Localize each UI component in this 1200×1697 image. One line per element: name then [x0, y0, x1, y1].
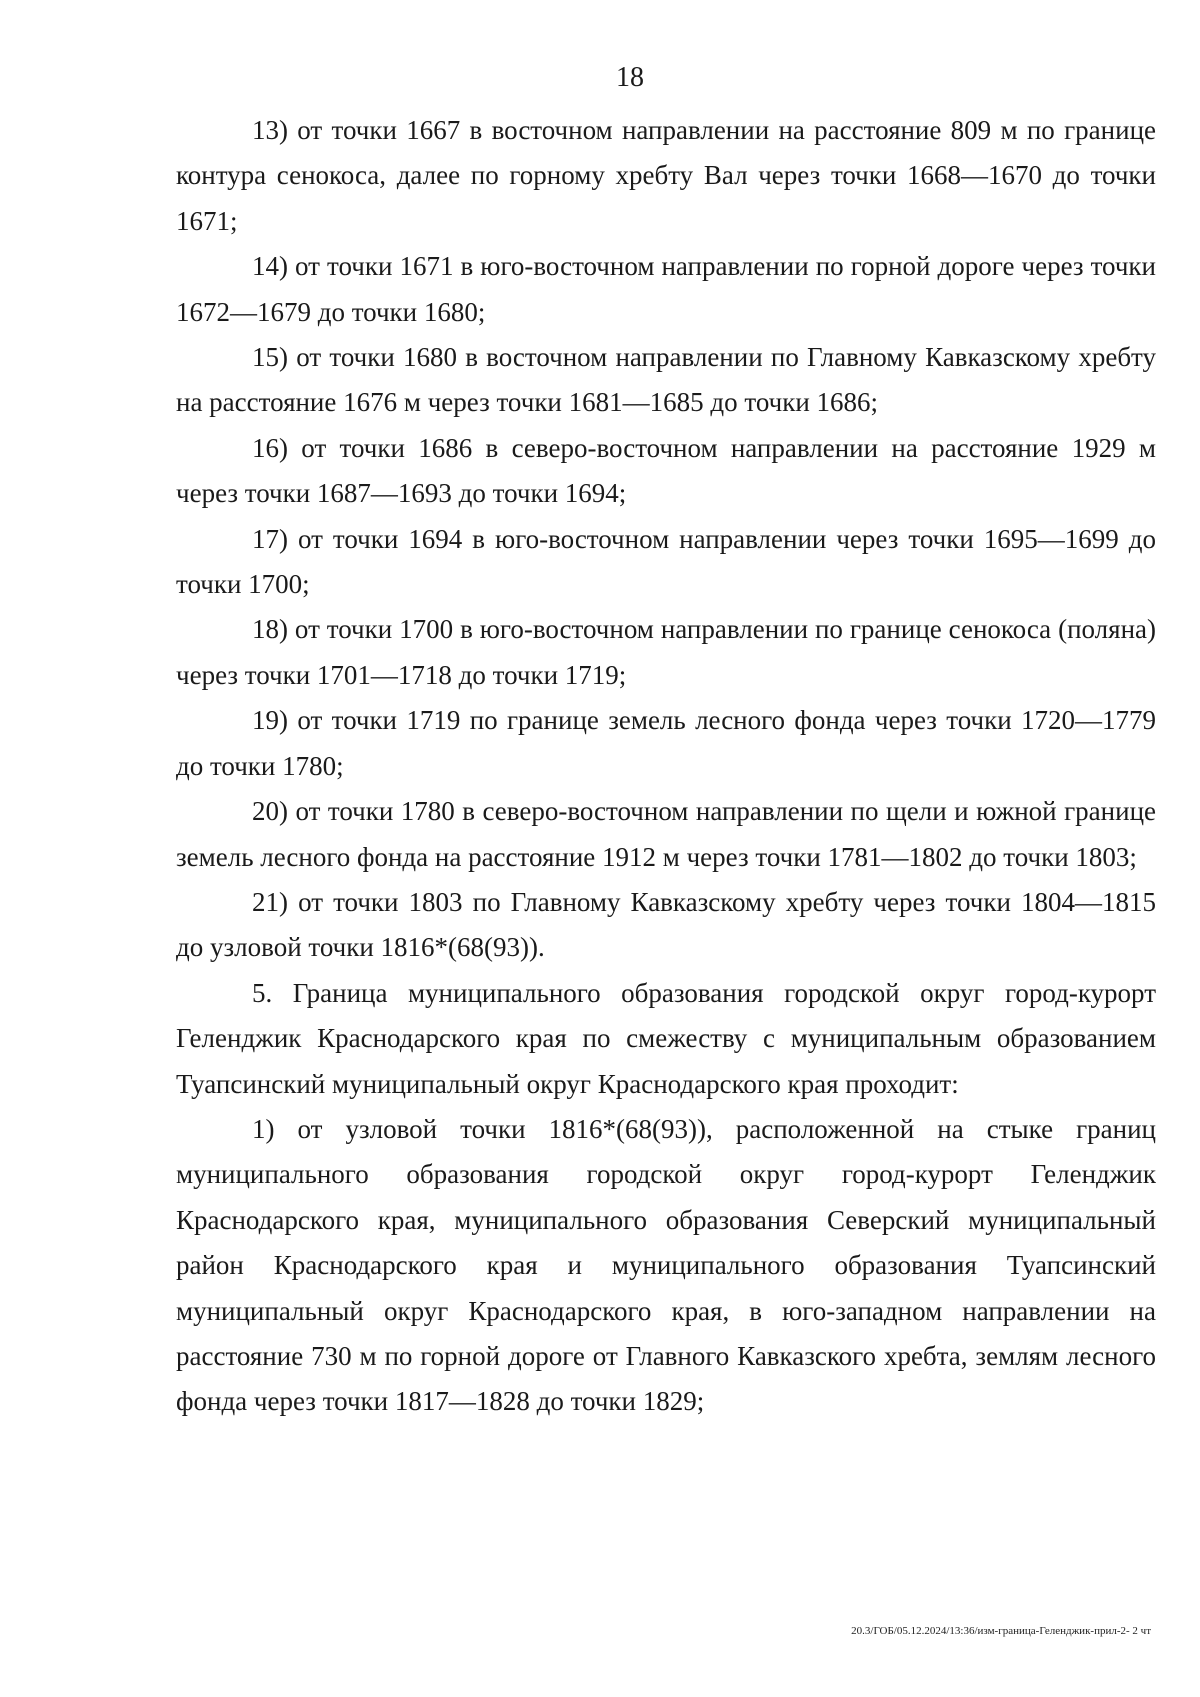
document-body	[176, 108, 1156, 1425]
document-footer-code: 20.3/ГОБ/05.12.2024/13:36/изм-граница-Геленджик-прил-2- 2 чт	[851, 1625, 1151, 1637]
paragraph-18: 18) от точки 1700 в юго-восточном направлении по границе сенокоса (поляна) через точки 1701—1718 до точки 1719;	[176, 614, 1156, 690]
paragraph-17: 17) от точки 1694 в юго-восточном направлении через точки 1695—1699 до точки 1700;	[176, 523, 1156, 600]
section-5-item-1: 1) от узловой точки 1816*(68(93)), расположенной на стыке границ муниципального образования городской округ город-курорт Геленджик Краснодарского края, муниципального образования Северский муниципальный район Краснодарского края и муниципального образования Туапсинский муниципальный округ Краснодарского края, в юго-западном направлении на расстояние 730 м по горной дороге от Главного Кавказского хребта, землям лесного фонда через точки 1817—1828 до точки 1829;	[176, 1113, 1156, 1417]
page-number: 18	[616, 62, 644, 93]
section-5-heading-paragraph: 5. Граница муниципального образования городской округ город-курорт Геленджик Краснодарского края по смежеству с муниципальным образованием Туапсинский муниципальный округ Краснодарского края проходит:	[176, 977, 1156, 1099]
paragraph-16: 16) от точки 1686 в северо-восточном направлении на расстояние 1929 м через точки 1687—1693 до точки 1694;	[176, 432, 1156, 509]
paragraph-14: 14) от точки 1671 в юго-восточном направлении по горной дороге через точки 1672—1679 до точки 1680;	[176, 251, 1156, 327]
paragraph-21: 21) от точки 1803 по Главному Кавказскому хребту через точки 1804—1815 до узловой точки 1816*(68(93)).	[176, 886, 1156, 963]
paragraph-19: 19) от точки 1719 по границе земель лесного фонда через точки 1720—1779 до точки 1780;	[176, 705, 1156, 781]
paragraph-20: 20) от точки 1780 в северо-восточном направлении по щели и южной границе земель лесного фонда на расстояние 1912 м через точки 1781—1802 до точки 1803;	[176, 796, 1156, 872]
paragraph-15: 15) от точки 1680 в восточном направлении по Главному Кавказскому хребту на расстояние 1676 м через точки 1681—1685 до точки 1686;	[176, 342, 1156, 418]
paragraph-13: 13) от точки 1667 в восточном направлении на расстояние 809 м по границе контура сенокоса, далее по горному хребту Вал через точки 1668—1670 до точки 1671;	[176, 115, 1156, 236]
